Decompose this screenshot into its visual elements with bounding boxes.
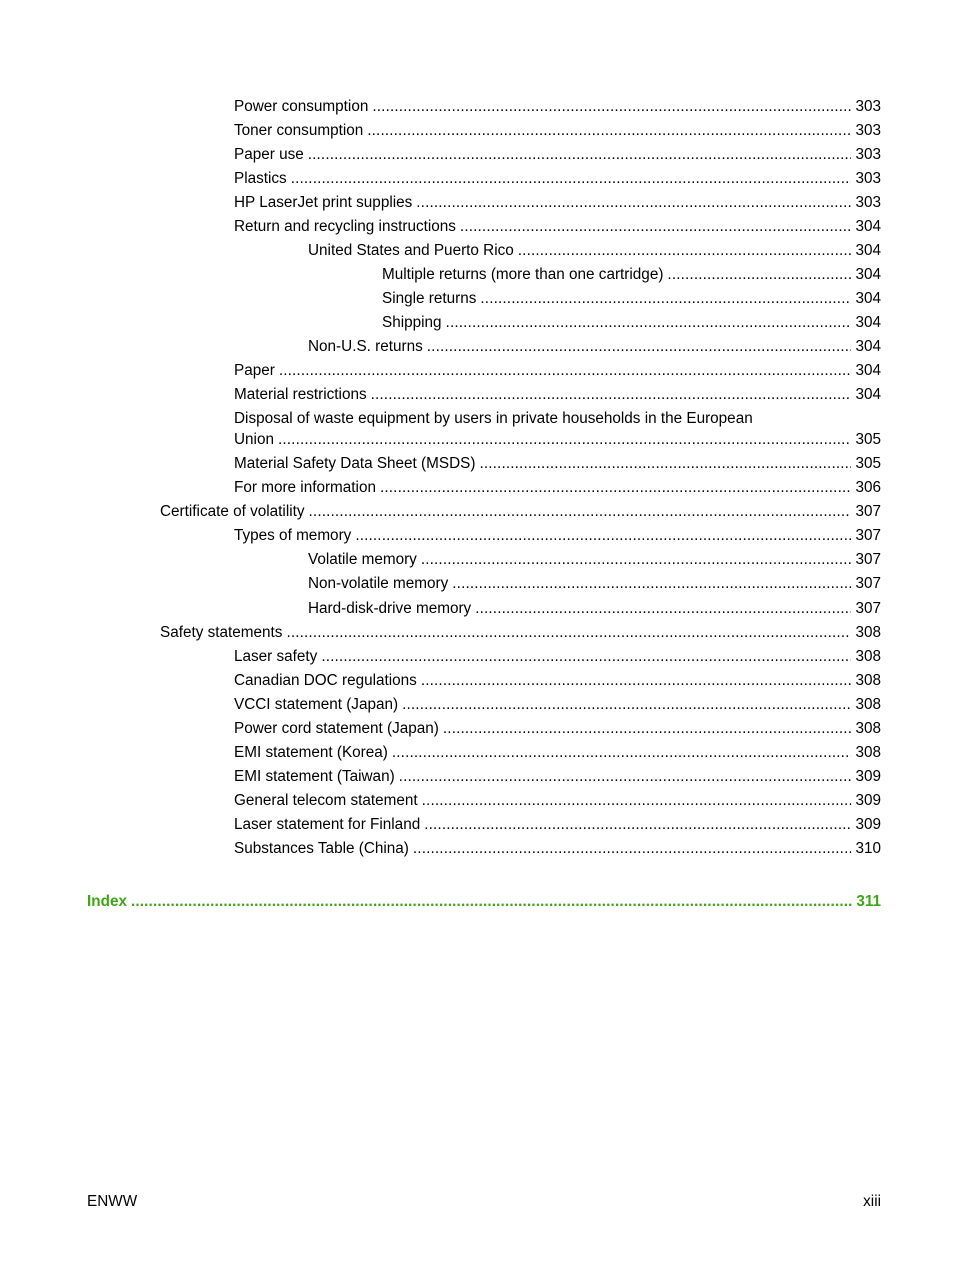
toc-entry[interactable] xyxy=(234,120,881,141)
toc-entry-title: Certificate of volatility xyxy=(160,503,305,520)
toc-dot-leader xyxy=(291,168,852,189)
toc-entry-title: Power cord statement (Japan) xyxy=(234,720,439,737)
toc-entry[interactable] xyxy=(234,694,881,715)
toc-entry[interactable] xyxy=(308,598,881,619)
toc-entry[interactable] xyxy=(308,573,881,594)
toc-entry-title: Non-volatile memory xyxy=(308,575,449,592)
toc-entry[interactable] xyxy=(308,240,881,261)
toc-entry[interactable] xyxy=(234,718,881,739)
toc-page-number: 307 xyxy=(855,551,881,568)
toc-entry[interactable] xyxy=(234,360,881,381)
toc-entry-title: Non-U.S. returns xyxy=(308,338,423,355)
toc-dot-leader xyxy=(667,264,851,285)
toc-entry[interactable] xyxy=(308,549,881,570)
toc-entry-title: Plastics xyxy=(234,170,287,187)
toc-entry[interactable] xyxy=(382,288,881,309)
toc-entry[interactable] xyxy=(382,312,881,333)
footer-publication-code: ENWW xyxy=(87,1193,138,1210)
toc-entry[interactable] xyxy=(234,453,881,474)
toc-dot-leader xyxy=(421,670,852,691)
toc-page-number: 303 xyxy=(855,194,881,211)
toc-entry-title: Union xyxy=(234,431,274,448)
toc-entry[interactable] xyxy=(160,622,881,643)
toc-dot-leader xyxy=(367,120,851,141)
toc-page-number: 304 xyxy=(855,362,881,379)
toc-entry[interactable] xyxy=(234,384,881,405)
toc-dot-leader xyxy=(308,144,852,165)
toc-page-number: 308 xyxy=(855,744,881,761)
toc-dot-leader xyxy=(422,790,852,811)
toc-dot-leader xyxy=(309,501,852,522)
toc-dot-leader xyxy=(443,718,852,739)
toc-dot-leader xyxy=(279,360,852,381)
toc-entry-title: Multiple returns (more than one cartridge) xyxy=(382,266,664,283)
toc-page-number: 304 xyxy=(855,218,881,235)
toc-chapter-entry[interactable] xyxy=(87,891,881,912)
toc-page-number: 307 xyxy=(855,527,881,544)
toc-entry-title: EMI statement (Korea) xyxy=(234,744,388,761)
toc-page-number: 304 xyxy=(855,290,881,307)
toc-entry[interactable] xyxy=(382,264,881,285)
toc-entry[interactable] xyxy=(234,814,881,835)
toc-entry-title: VCCI statement (Japan) xyxy=(234,696,399,713)
toc-entry[interactable] xyxy=(234,790,881,811)
toc-page-number: 304 xyxy=(855,242,881,259)
toc-dot-leader xyxy=(399,766,852,787)
toc-dot-leader xyxy=(392,742,852,763)
toc-entry[interactable] xyxy=(308,336,881,357)
toc-page-number: 307 xyxy=(855,575,881,592)
toc-page-number: 311 xyxy=(856,893,881,910)
toc-entry-title: Return and recycling instructions xyxy=(234,218,456,235)
toc-entry-title: Power consumption xyxy=(234,98,369,115)
toc-dot-leader xyxy=(424,814,851,835)
toc-entry[interactable] xyxy=(160,501,881,522)
toc-dot-leader xyxy=(460,216,852,237)
toc-entry-title: Laser safety xyxy=(234,648,318,665)
toc-entry-title: United States and Puerto Rico xyxy=(308,242,514,259)
toc-entry-title: EMI statement (Taiwan) xyxy=(234,768,395,785)
toc-entry-title: For more information xyxy=(234,479,376,496)
toc-page-number: 305 xyxy=(855,455,881,472)
toc-entry-title: HP LaserJet print supplies xyxy=(234,194,413,211)
toc-page-number: 308 xyxy=(855,720,881,737)
toc-page-number: 303 xyxy=(855,146,881,163)
toc-entry[interactable] xyxy=(234,646,881,667)
toc-dot-leader xyxy=(355,525,851,546)
toc-entry-title: Paper use xyxy=(234,146,304,163)
toc-entry-title-line1: Disposal of waste equipment by users in private households in the European xyxy=(234,410,753,427)
toc-dot-leader xyxy=(131,891,852,912)
toc-entry[interactable] xyxy=(234,144,881,165)
toc-page-number: 306 xyxy=(855,479,881,496)
toc-entry-title: Types of memory xyxy=(234,527,352,544)
toc-entry-line2 xyxy=(234,429,881,450)
toc-page-number: 307 xyxy=(855,503,881,520)
toc-entry[interactable] xyxy=(234,838,881,859)
toc-entry[interactable] xyxy=(234,96,881,117)
toc-entry[interactable] xyxy=(234,766,881,787)
toc-entry-title: Hard-disk-drive memory xyxy=(308,600,472,617)
toc-dot-leader xyxy=(452,573,851,594)
toc-dot-leader xyxy=(321,646,851,667)
toc-page-number: 309 xyxy=(855,768,881,785)
toc-entry-title: Laser statement for Finland xyxy=(234,816,421,833)
toc-page-number: 308 xyxy=(855,672,881,689)
toc-page-number: 308 xyxy=(855,696,881,713)
toc-dot-leader xyxy=(380,477,852,498)
toc-entry-title: Safety statements xyxy=(160,624,283,641)
toc-dot-leader xyxy=(518,240,852,261)
toc-entry-title: Toner consumption xyxy=(234,122,364,139)
toc-entry[interactable] xyxy=(234,525,881,546)
toc-dot-leader xyxy=(480,288,851,309)
toc-dot-leader xyxy=(278,429,852,450)
toc-page-number: 304 xyxy=(855,314,881,331)
toc-dot-leader xyxy=(372,96,851,117)
toc-entry-title: Paper xyxy=(234,362,275,379)
toc-page-number: 309 xyxy=(855,792,881,809)
toc-page-number: 309 xyxy=(855,816,881,833)
toc-dot-leader xyxy=(421,549,852,570)
toc-entry[interactable] xyxy=(234,670,881,691)
toc-dot-leader xyxy=(446,312,852,333)
toc-page-number: 304 xyxy=(855,266,881,283)
toc-page-number: 308 xyxy=(855,624,881,641)
toc-page-number: 305 xyxy=(855,431,881,448)
toc-entry-title: Material restrictions xyxy=(234,386,367,403)
toc-entry[interactable] xyxy=(234,477,881,498)
toc-dot-leader xyxy=(416,192,851,213)
toc-entry[interactable] xyxy=(234,168,881,189)
toc-page-number: 303 xyxy=(855,170,881,187)
toc-page-number: 303 xyxy=(855,98,881,115)
toc-dot-leader xyxy=(427,336,852,357)
toc-entry-title: General telecom statement xyxy=(234,792,418,809)
toc-dot-leader xyxy=(413,838,852,859)
toc-page-number: 304 xyxy=(855,338,881,355)
toc-entry[interactable] xyxy=(234,408,881,450)
toc-page-number: 304 xyxy=(855,386,881,403)
toc-entry-title: Material Safety Data Sheet (MSDS) xyxy=(234,455,476,472)
toc-page-number: 303 xyxy=(855,122,881,139)
toc-entry-title: Shipping xyxy=(382,314,442,331)
toc-page-number: 308 xyxy=(855,648,881,665)
toc-entry[interactable] xyxy=(234,192,881,213)
toc-dot-leader xyxy=(475,598,851,619)
toc-page-number: 310 xyxy=(855,840,881,857)
toc-entry-title: Canadian DOC regulations xyxy=(234,672,417,689)
toc-dot-leader xyxy=(479,453,851,474)
toc-entry-title: Index xyxy=(87,893,127,910)
toc-page-number: 307 xyxy=(855,600,881,617)
footer-page-number: xiii xyxy=(863,1193,881,1210)
toc-dot-leader xyxy=(371,384,852,405)
toc-entry[interactable] xyxy=(234,742,881,763)
toc-entry-title: Substances Table (China) xyxy=(234,840,409,857)
toc-entry-title: Volatile memory xyxy=(308,551,417,568)
toc-entry-title: Single returns xyxy=(382,290,477,307)
toc-entry[interactable] xyxy=(234,216,881,237)
toc-dot-leader xyxy=(286,622,851,643)
toc-dot-leader xyxy=(402,694,851,715)
